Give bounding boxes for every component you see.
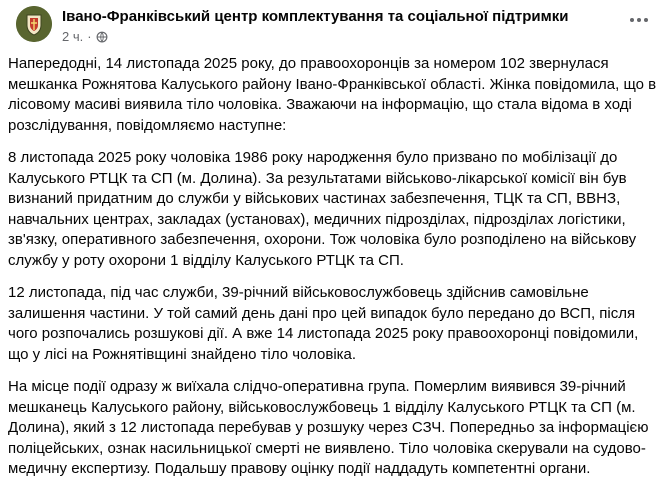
post-paragraph: 8 листопада 2025 року чоловіка 1986 року народження було призвано по мобілізації до Калуського РТЦК та СП (м. Долина). За результатами військово-лікарської комісії він був визнаний придатним до служби у військових частинах забезпечення, ТЦК та СП, ВВНЗ, навчальних центрах, закладах (установах), медичних підрозділах, підрозділах логістики, зв'язку, оперативного забезпечення, охорони. Тож чоловіка було розподілено на військову службу у роту охорони 1 відділу Калуського РТЦК та СП. — [8, 149, 637, 269]
page-author-name[interactable]: Івано-Франківський центр комплектування та соціальної підтримки — [62, 8, 569, 25]
post-timestamp[interactable]: 2 ч. — [62, 29, 84, 44]
post-header — [8, 0, 671, 50]
more-dot — [630, 18, 634, 22]
post-paragraph: Напередодні, 14 листопада 2025 року, до правоохоронців за номером 102 звернулася мешканка Рожнятова Калуського району Івано-Франківської області. Жінка повідомила, що в лісовому масиві виявила тіло чоловіка. Зважаючи на інформацію, що стала відома в ході розслідування, повідомляємо наступне: — [8, 55, 657, 134]
post-paragraph: На місце події одразу ж виїхала слідчо-оперативна група. Померлим виявився 39-річний мешканець Калуського району, військовослужбовець 1 відділу Калуського РТЦК та СП (м. Долина), який з 12 листопада перебував у розшуку через СЗЧ. Попередньо за інформацією поліцейських, ознак насильницької смерті не виявлено. Тіло чоловіка скерували на судово-медичну експертизу. Подальшу правову оцінку події наддадуть компетентні органи. — [8, 378, 649, 477]
post-meta — [62, 29, 108, 44]
more-dot — [637, 18, 641, 22]
post-paragraph: 12 листопада, під час служби, 39-річний військовослужбовець здійснив самовільне залишення частини. У той самий день дані про цей випадок було передано до ВСП, після чого розпочались розшукові дії. А вже 14 листопада 2025 року правоохоронці повідомили, що у лісі на Рожнятівщині знайдено тіло чоловіка. — [8, 284, 639, 363]
globe-icon — [96, 31, 108, 43]
more-dot — [644, 18, 648, 22]
emblem-avatar[interactable] — [16, 6, 52, 42]
meta-separator: · — [87, 29, 92, 44]
post-body — [8, 54, 658, 492]
more-options-icon[interactable] — [625, 10, 653, 30]
emblem-icon — [16, 6, 52, 42]
